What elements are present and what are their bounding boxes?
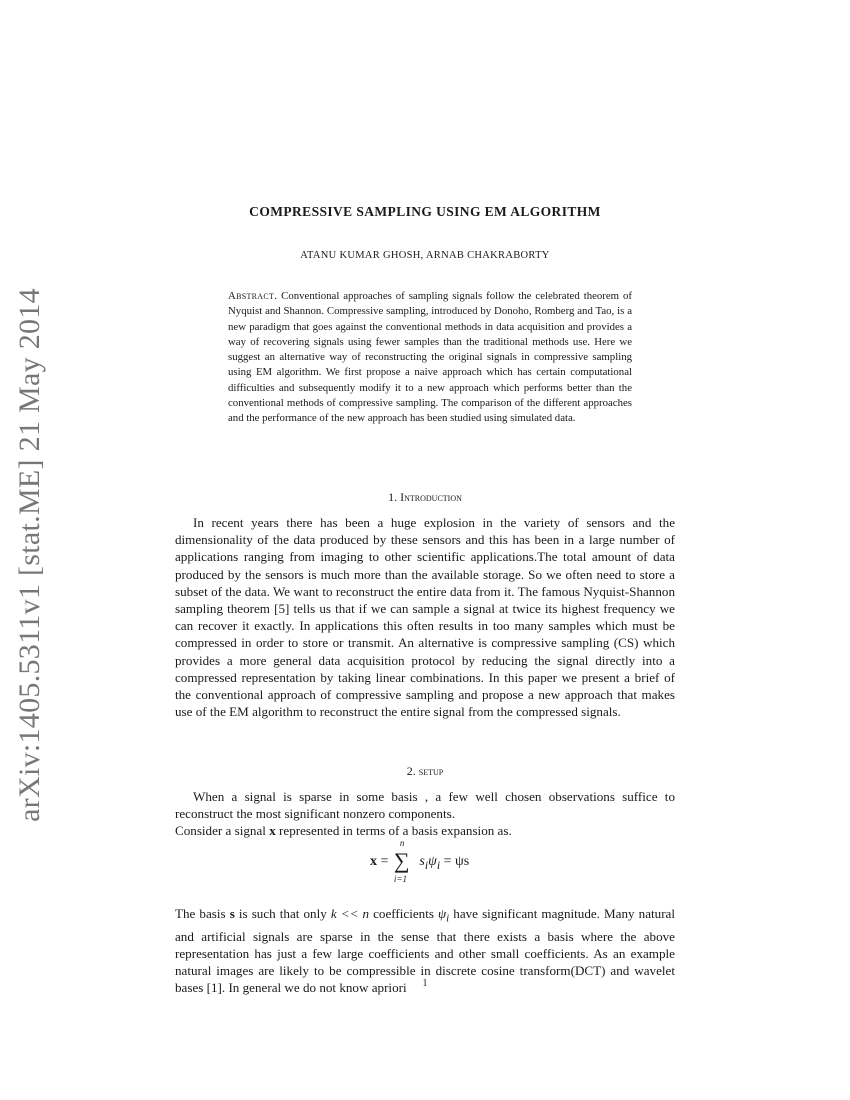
math-psi-subscript: i bbox=[446, 912, 450, 925]
math-inequality: k << n bbox=[330, 906, 370, 921]
abstract bbox=[228, 289, 632, 427]
section-title: setup bbox=[418, 764, 444, 778]
equation-psi: ψ bbox=[428, 854, 437, 870]
setup-paragraph-1: When a signal is sparse in some basis , a few well chosen observations suffice to reconstruct the most significant nonzero components. bbox=[175, 789, 675, 822]
intro-paragraph: In recent years there has been a huge explosion in the variety of sensors and the dimensionality of the data produced by these sensors and this has been in a large number of applications ranging from imaging to other scientific applications.The total amount of data produced by the sensors is much more than the available storage. So we often need to store a subset of the data. We want to reconstruct the entire data from it. The famous Nyquist-Shannon sampling theorem [5] tells us that if we can sample a signal at twice its highest frequency we can recover it exactly. In applications this often results in too many samples which must be compressed in order to store or transmit. An alternative is compressive sampling (CS) which provides a more general data acquisition protocol by reducing the signal directly into a compressed representation by taking linear combinations. In this paper we present a brief of the conventional approach of compressive sampling and propose a new approach that makes use of the EM algorithm to reconstruct the entire signal from the compressed signals. bbox=[175, 515, 675, 720]
equation-equals: = bbox=[380, 854, 389, 870]
equation-psi-subscript: i bbox=[436, 859, 441, 873]
section-title: Introduction bbox=[400, 490, 462, 504]
section-number: 1. bbox=[388, 490, 398, 504]
arxiv-sidebar-stamp bbox=[8, 287, 52, 823]
equation-rhs: = ψs bbox=[443, 854, 470, 870]
section-number: 2. bbox=[406, 764, 416, 778]
text-fragment: represented in terms of a basis expansion as. bbox=[279, 823, 512, 838]
text-fragment: coefficients bbox=[373, 906, 434, 921]
math-variable: x bbox=[269, 823, 276, 838]
equation-term-subscript: i bbox=[424, 859, 429, 873]
text-fragment: Consider a signal bbox=[175, 823, 266, 838]
equation-basis-expansion bbox=[370, 838, 470, 884]
equation-term: s bbox=[419, 854, 425, 870]
section-heading-setup bbox=[175, 764, 675, 779]
arxiv-identifier: arXiv:1405.5311v1 [stat.ME] 21 May 2014 bbox=[13, 288, 46, 822]
paper-authors: ATANU KUMAR GHOSH, ARNAB CHAKRABORTY bbox=[300, 250, 550, 261]
summation-lower-limit: i=1 bbox=[393, 874, 407, 884]
math-psi: ψ bbox=[438, 906, 447, 921]
math-variable: s bbox=[229, 906, 235, 921]
text-fragment: have significant magnitude. Many natural and artificial signals are sparse in the sense that there exists a basis where the above representation has just a few large coefficients and other small coefficients. As an example natural images are likely to be compressible in discrete cosine transform(DCT) and wavelet bases [1]. In general we do not know apriori bbox=[175, 906, 676, 996]
text-fragment: The basis bbox=[175, 906, 226, 921]
text-fragment: is such that only bbox=[238, 906, 327, 921]
paper-title: COMPRESSIVE SAMPLING USING EM ALGORITHM bbox=[249, 204, 601, 219]
summation-sigma-icon: ∑ bbox=[393, 848, 410, 873]
page-number: 1 bbox=[422, 978, 428, 989]
section-heading-introduction bbox=[175, 490, 675, 505]
abstract-label: Abstract. bbox=[228, 290, 278, 302]
summation-upper-limit: n bbox=[399, 838, 405, 848]
summation bbox=[392, 838, 416, 884]
setup-paragraph-2 bbox=[175, 822, 675, 839]
equation-lhs: x bbox=[370, 854, 377, 870]
abstract-text: Conventional approaches of sampling signals follow the celebrated theorem of Nyquist and Shannon. Compressive sampling, introduced by Donoho, Romberg and Tao, is a new paradigm that goes against the conventional methods in data acquisition and provides a way of recovering signals using fewer samples than the traditional methods use. Here we suggest an alternative way of reconstructing the original signals in compressive sampling using EM algorithm. We first propose a naive approach which has certain computational difficulties and subsequently modify it to a new approach which performs better than the conventional methods of compressive sampling. The comparison of the different approaches and the performance of the new approach has been studied using simulated data. bbox=[228, 290, 632, 425]
